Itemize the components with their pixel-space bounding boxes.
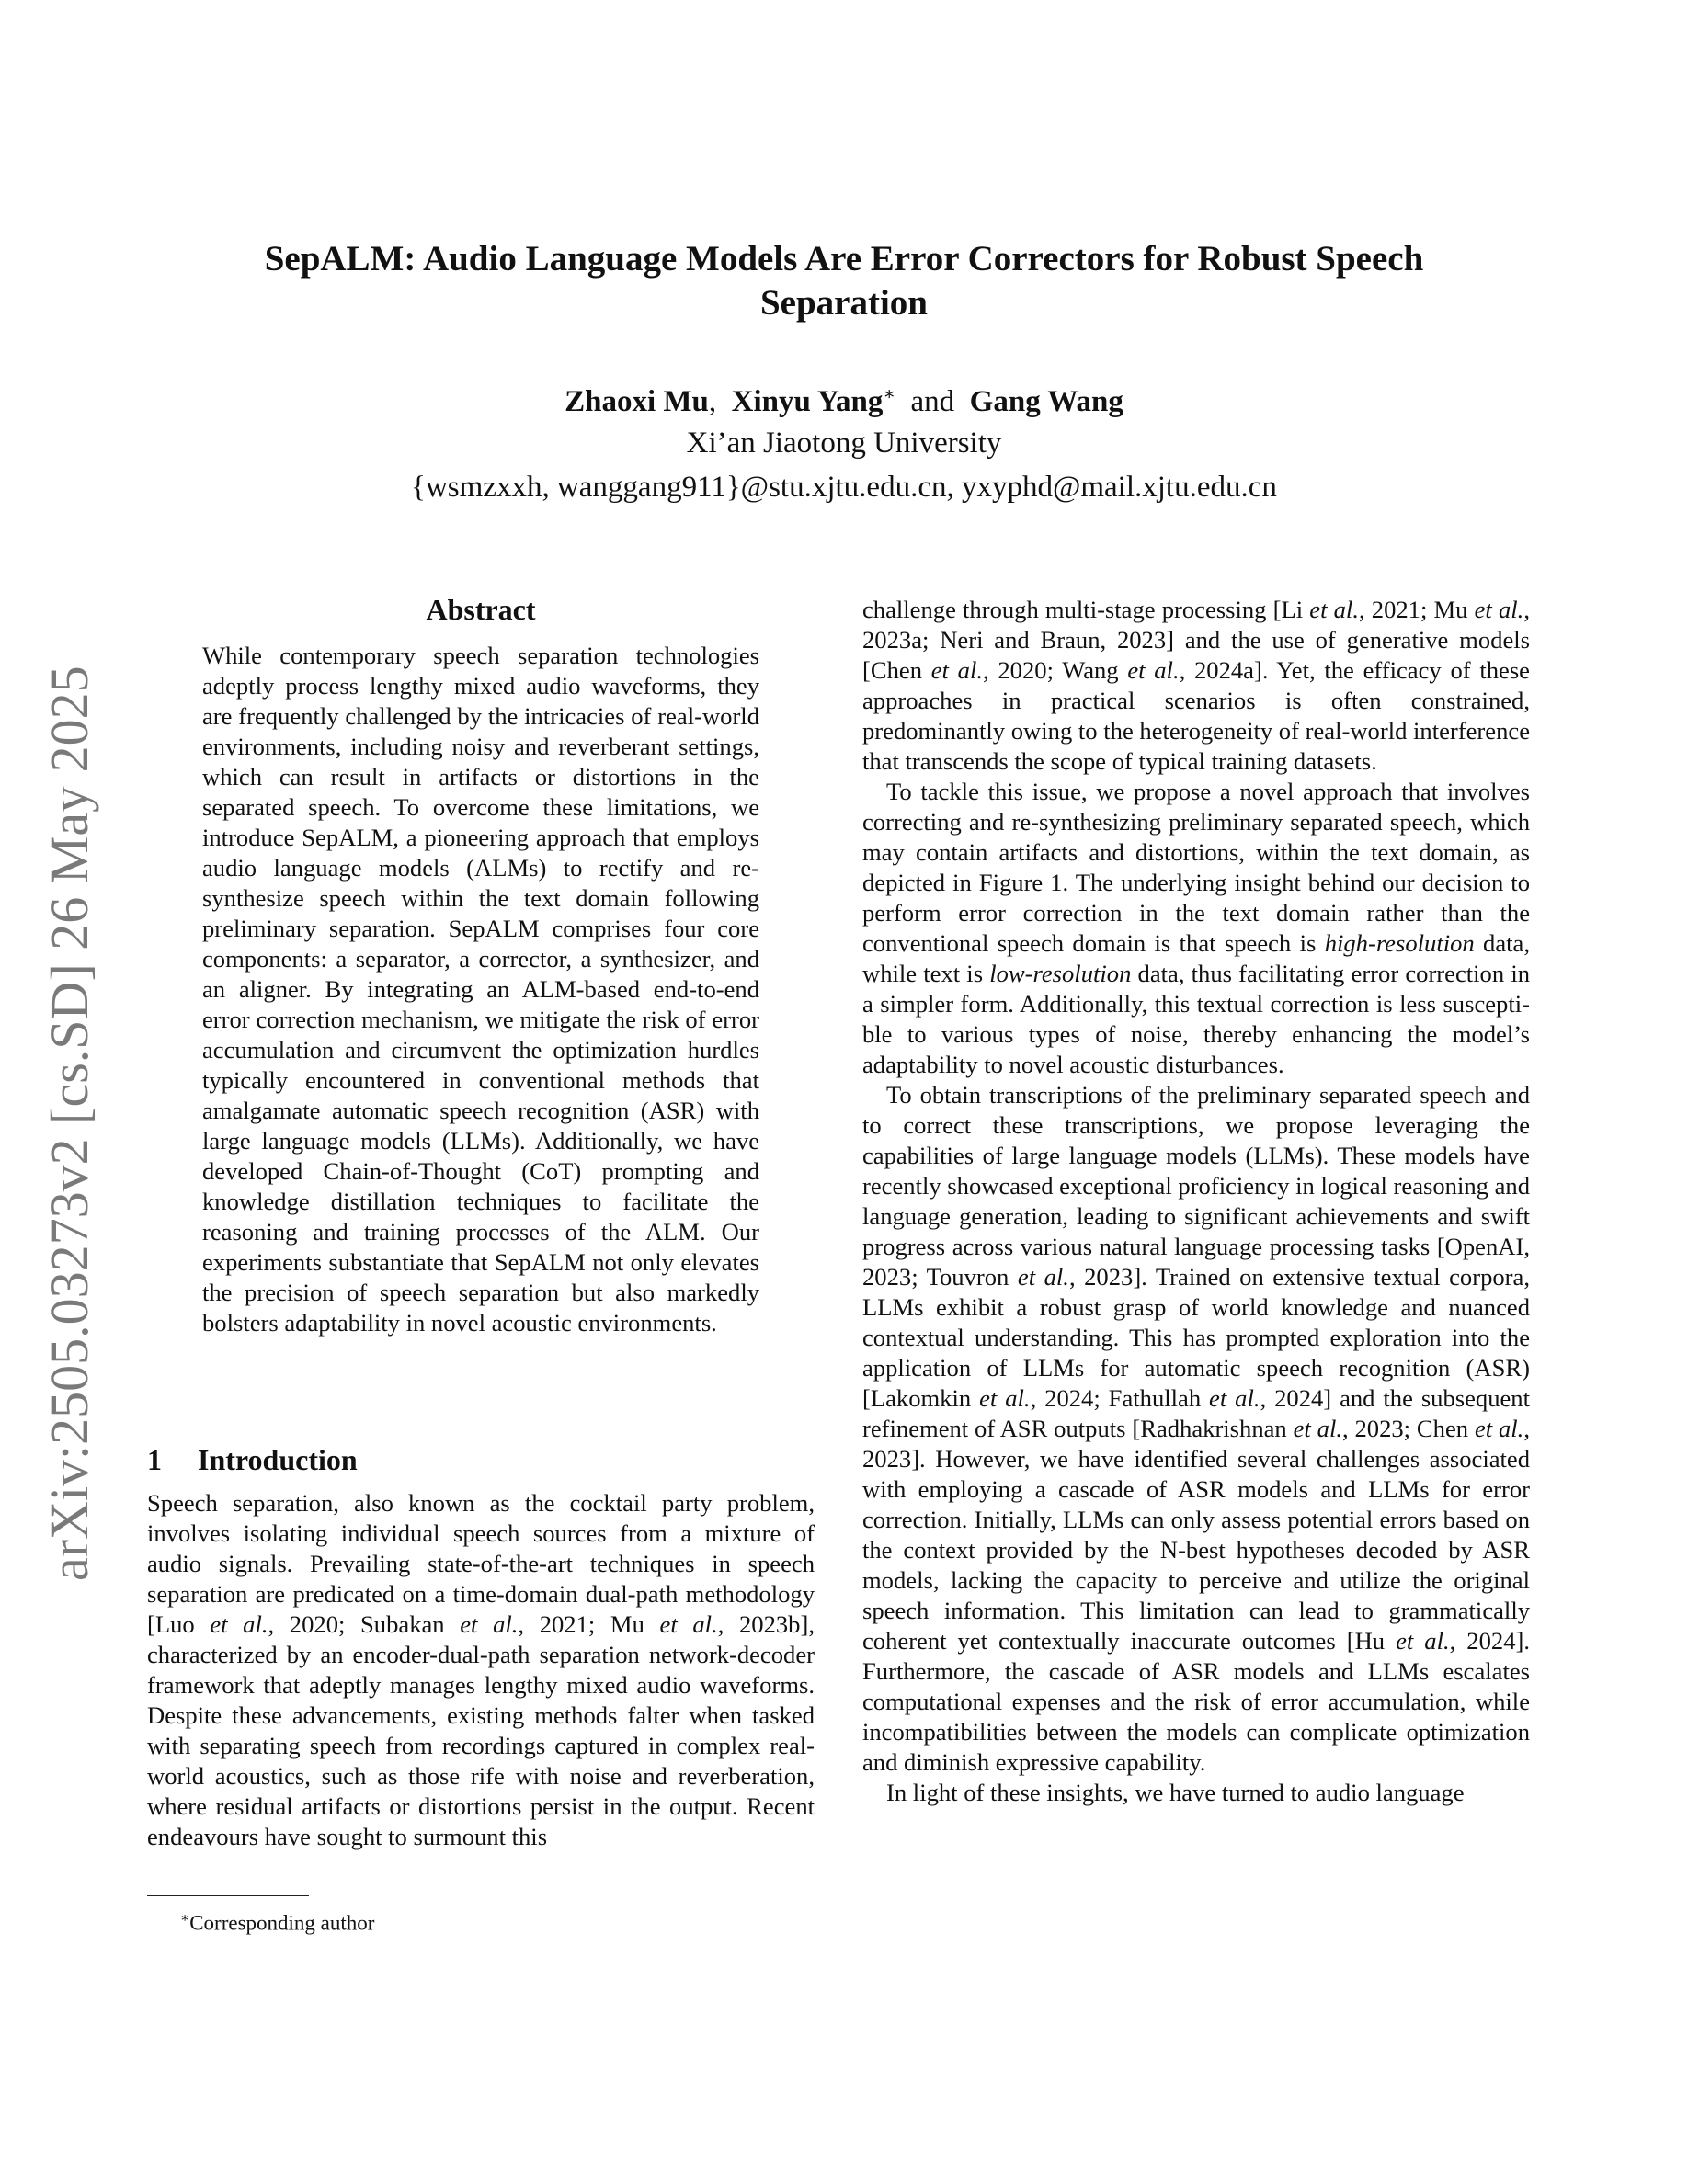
introduction-right-column — [862, 595, 1530, 1808]
intro-paragraph-1: Speech separation, also known as the cocktail party problem, involves isolating individual speech sources from a mixture of audio signals. Prevailing state-of-the-art techniques in speech separation are predicated on a time-domain dual-path methodology [Luo et al., 2020; Subakan et al., 2021; Mu et al., 2023b], characterized by an encoder-dual-path separation network-decoder framework that adeptly manages lengthy mixed audio waveforms. Despite these advancements, existing methods falter when tasked with separating speech from recordings captured in complex real-world acoustics, such as those rife with noise and reverberation, where residual artifacts or distortions persist in the output. Recent endeavours have sought to surmount this — [147, 1489, 815, 1850]
abstract-heading: Abstract — [426, 593, 536, 626]
author-emails: {wsmzxxh, wanggang911}@stu.xjtu.edu.cn, yxyphd@mail.xjtu.edu.cn — [411, 471, 1277, 504]
arxiv-identifier: arXiv:2505.03273v2 [cs.SD] 26 May 2025 — [40, 665, 99, 1581]
introduction-left-column — [147, 1488, 815, 1852]
author-conjunction: and — [910, 385, 955, 418]
section-heading-introduction — [147, 1441, 358, 1478]
author-list: Zhaoxi Mu, Xinyu Yang∗ and Gang Wang — [565, 384, 1123, 418]
corresponding-mark: ∗ — [883, 384, 896, 404]
intro-paragraph-4: In light of these insights, we have turned to audio language — [886, 1779, 1465, 1806]
section-title: Introduction — [198, 1443, 358, 1476]
abstract-paragraph: While contemporary speech separation technologies adeptly process lengthy mixed audio waveforms, they are frequently challenged by the intricacies of real-world environments, including noisy and reverberant settings, which can result in artifacts or distortions in the separated speech. To overcome these limitations, we introduce SepALM, a pioneering approach that employs audio language models (ALMs) to rectify and re-synthesize speech within the text domain following preliminary separation. SepALM comprises four core components: a separator, a corrector, a synthesizer, and an aligner. By integrating an ALM-based end-to-end error correction mechanism, we mitigate the risk of error accumulation and circumvent the optimization hurdles typically encountered in conventional methods that amalgamate automatic speech recognition (ASR) with large language models (LLMs). Additionally, we have developed Chain-of-Thought (CoT) prompting and knowledge distillation techniques to facilitate the reasoning and training processes of the ALM. Our experiments substantiate that SepALM not only elevates the precision of speech separation but also markedly bolsters adaptability in novel acoustic environments. — [202, 642, 759, 1337]
footnote-mark: ∗ — [180, 1911, 190, 1926]
footnote-text: Corresponding author — [189, 1911, 375, 1935]
intro-paragraph-continued: challenge through multi-stage processing [Li et al., 2021; Mu et al., 2023a; Neri and Braun, 2023] and the use of generative models [Chen et al., 2020; Wang et al., 2024a]. Yet, the efficacy of these approaches in practical scenarios is often constrained, predominantly owing to the heterogeneity of real-world interference that transcends the scope of typical training datasets. — [862, 596, 1530, 775]
title-line-1: SepALM: Audio Language Models Are Error Correctors for Robust Speech — [264, 239, 1424, 279]
author-1: Zhaoxi Mu — [565, 385, 709, 418]
footnote-rule — [147, 1895, 309, 1896]
author-3: Gang Wang — [969, 385, 1123, 418]
section-number: 1 — [147, 1443, 162, 1476]
intro-paragraph-3: To obtain transcriptions of the preliminary separated speech and to correct these transcriptions, we propose leveraging the capabilities of large language models (LLMs). These models have recently showcased exceptional proficiency in logical reasoning and language generation, leading to significant achievements and swift progress across various natural language processing tasks [OpenAI, 2023; Touvron et al., 2023]. Trained on extensive textual corpora, LLMs exhibit a robust grasp of world knowledge and nuanced contextual understanding. This has prompted exploration into the application of LLMs for automatic speech recognition (ASR) [Lakomkin et al., 2024; Fathullah et al., 2024] and the subsequent refinement of ASR outputs [Radhakrishnan et al., 2023; Chen et al., 2023]. However, we have identified several challenges associated with employing a cascade of ASR models and LLMs for error correction. Initially, LLMs can only assess potential errors based on the context provided by the N-best hypotheses decoded by ASR models, lacking the capacity to perceive and utilize the original speech information. This limitation can lead to grammatically coherent yet contextually inaccurate outcomes [Hu et al., 2024]. Furthermore, the cascade of ASR models and LLMs escalates computational expenses and the risk of error accumulation, while incompatibilities between the models can complicate optimization and diminish expressive capability. — [862, 1081, 1530, 1776]
paper-title — [184, 237, 1504, 325]
author-2: Xinyu Yang — [731, 385, 884, 418]
title-line-2: Separation — [759, 283, 928, 323]
abstract-body — [202, 641, 759, 1338]
intro-paragraph-2: To tackle this issue, we propose a novel approach that involves correcting and re-synthesizing preliminary separated speech, which may contain artifacts and distortions, within the text domain, as depicted in Figure 1. The underlying insight behind our decision to perform error correction in the text domain rather than the conventional speech domain is that speech is high-resolution data, while text is low-resolution data, thus facilitating error correction in a simpler form. Additionally, this textual correction is less susceptible to various types of noise, thereby enhancing the model’s adaptability to novel acoustic disturbances. — [862, 778, 1530, 1078]
affiliation: Xi’an Jiaotong University — [686, 427, 1002, 460]
footnote — [180, 1905, 374, 1938]
